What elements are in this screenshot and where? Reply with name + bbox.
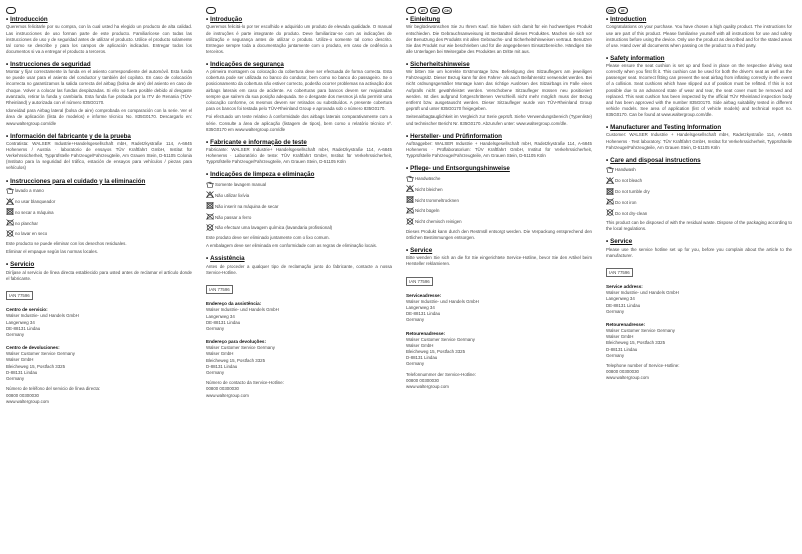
section-heading [406,165,592,172]
care-instruction-label: no lavar en seco [15,231,48,237]
care-instruction-item [206,191,392,200]
care-instruction-item [406,218,592,227]
address-line: Germany [6,376,25,382]
care-instruction-item [406,185,592,194]
bullet-icon: • [206,60,209,68]
address-line: Bleicheweg 15, Postfach 3325 [606,340,666,346]
address-title: Service address: [606,284,643,290]
care-instruction-label: lavado a mano [15,188,44,194]
section-heading-text: Assistência [210,255,245,263]
section-heading-text: Sicherheitshinweise [410,60,470,68]
section-heading [406,247,592,254]
section-heading [6,16,192,23]
address-block [606,322,792,359]
no-tumble-dry-icon [6,208,15,217]
section-heading [406,133,592,140]
address-block [6,345,192,382]
care-instruction-label: Não utilizar lixívia [215,192,250,198]
address-title: Endereço para devoluções: [206,339,266,345]
spacer [406,324,592,328]
care-instruction-label: Handwash [615,167,636,173]
care-instruction-item [606,188,792,197]
handwash-icon [406,175,415,184]
section-heading [6,133,192,140]
no-dry-clean-icon [606,209,615,218]
handwash-icon [206,181,215,190]
address-block [606,284,792,315]
paragraph: Idoneidad para Airbag lateral (bolsa de aire) comprobada en comparación con la serie. Ver el área de aplicación (lista de modelos) e informe técnico No. 835G0170. Descargarlo en: www.waltergroup.com/dle [6,108,192,126]
handwash-icon [6,187,15,196]
address-line: Germany [606,308,625,314]
section-heading-text: Fabricante e informação de teste [210,138,307,146]
spacer [6,338,192,342]
no-iron-icon [206,213,215,222]
address-line: Walser Customer Service Germany [406,336,475,342]
care-instruction-item [606,166,792,175]
country-flag-icon: DE [430,7,440,14]
section-heading [206,61,392,68]
hotline-label: Telephone number of Service-Hotline: [606,363,680,369]
no-iron-icon [606,198,615,207]
no-bleach-icon [206,191,215,200]
address-line: Germany [206,370,225,375]
address-line: Langenweg 34 [606,296,635,302]
address-line: Walser GmbH [406,342,434,348]
address-line: Walser GmbH [206,351,234,357]
paragraph: Foi efectuado um teste relativo à conformidade dos airbags laterais comparativamente com a série. Consulte a área de aplicação (listagem de tipos), bem como o relatório técnico nº. 835G0170 em www.waltergroup.com/dle [206,114,392,132]
address-line: Walser Customer Service Germany [6,351,75,357]
section-heading [606,157,792,164]
section-heading-text: Introdução [210,16,243,23]
country-flag-icon: GB [606,7,616,14]
column-en [606,6,792,382]
care-instruction-item [606,198,792,207]
hotline-label: Telefonnummer der Service-Hotline: [406,371,477,377]
address-line: DE-88131 Lindau [606,302,641,308]
address-line: DE-88131 Lindau [206,319,241,325]
section-heading-text: Pflege- und Entsorgungshinweise [410,165,510,173]
website-text: www.waltergroup.com [406,384,449,390]
spacer [606,315,792,319]
section-heading-text: Service [610,238,633,246]
section-heading [206,255,392,262]
language-flags [406,6,592,15]
column-de [406,6,592,390]
care-instruction-label: Do not iron [615,199,637,205]
bullet-icon: • [6,261,9,269]
bullet-icon: • [6,60,9,68]
website-text: www.waltergroup.com [6,398,49,404]
hotline-contact [606,363,792,382]
care-instruction-item [406,196,592,205]
section-heading [606,16,792,23]
care-instruction-item [6,198,192,207]
section-heading-text: Indicações de segurança [210,60,284,68]
address-line: D-88131 Lindau [6,369,38,375]
language-flags [6,6,192,15]
ian-number-box: IAN 77596 [6,291,33,300]
section-heading [606,55,792,62]
care-instruction-label: Nicht trommeltrocknen [415,197,459,203]
address-title: Centro de devoluciones: [6,345,60,351]
care-instruction-label: no planchar [15,220,38,226]
address-line: Walser Industrie- und Handels GmbH [406,298,479,304]
paragraph: Montar y fijar correctamente la funda en el asiento correspondiente del automóvil. Esta funda se puede usar para el asiento del conductor y también del copiloto. En caso de colocación incorrecta no garantizamos la salida correcta del airbag (bolsa de aire) del asiento en caso de choque. Volver a colocar las fundas desplazadas. Si ello no fuera posible debido al desgaste avanzado, retirar la funda y cambiarla. Esta funda fue probada por la ITV de Renania (TÜV-Rheinland) y autorizada con el número 835G0170. [6,69,192,105]
address-title: Centro de servicio: [6,307,48,313]
address-line: Walser GmbH [606,334,634,340]
bullet-icon: • [206,171,209,179]
address-title: Serviceadresse: [406,292,442,298]
section-heading-text: Safety information [610,54,665,62]
address-line: Germany [406,317,425,323]
section-heading-text: Información del fabricante y de la prueba [10,132,131,140]
country-flag-icon: CH [442,7,452,14]
hotline-contact [206,380,392,399]
paragraph: This product can be disposed of with the residual waste. Dispose of the packaging according to the local regulations. [606,219,792,231]
no-iron-icon [6,219,15,228]
no-tumble-dry-icon [606,188,615,197]
care-instruction-label: Do not bleach [615,178,643,184]
care-instruction-label: Handwäsche [415,176,441,182]
no-dry-clean-icon [206,224,215,233]
section-heading-text: Service [410,246,433,254]
paragraph: Wir beglückwünschen Sie zu Ihrem Kauf. Sie haben sich damit für ein hochwertiges Produkt entschieden. Die Gebrauchsanweisung ist Bestandteil dieses Produktes. Machen sie sich vor der Benutzung des Produkts mit allen Gebrauchs- und Sicherheitshinweisen vertraut. Benutzen Sie das Produkt nur wie beschrieben und für die angegebenen Einsatzbereiche. Händigen Sie alle Unterlagen bei Weitergabe des Produktes an Dritte mit aus. [406,24,592,54]
paragraph: Queremos felicitá-lo por ter escolhido e adquirido um produto de elevada qualidade. O manual de instruções é parte integrante do produto. Deve familiarizar-se com as indicações de utilização e segurança antes de utilizar o produto. Utilize-o somente tal como descrito. Entregue sempre toda a documentação juntamente com o produto, em caso de cedência a terceiros. [206,24,392,54]
phone-number: 00800 00300030 [206,386,239,392]
hotline-label: Número de contacto da Service-Hotline: [206,380,284,386]
care-instruction-item [206,202,392,211]
section-heading-text: Care and disposal instructions [610,156,701,164]
section-heading [406,16,592,23]
bullet-icon: • [606,156,609,164]
section-heading [606,124,792,131]
language-flags [206,6,392,15]
section-heading-text: Manufacturer and Testing Information [610,124,722,132]
care-instruction-item [206,213,392,222]
address-line: DE-88131 Lindau [6,325,41,331]
ian-number-box: IAN 77596 [206,285,233,294]
section-heading [206,139,392,146]
website-text: www.waltergroup.com [606,375,649,381]
no-bleach-icon [406,185,415,194]
paragraph: Auftraggeber: WALSER Industrie + Handelsgesellschaft mbH, Radetzkystraße 114, A-6845 Hohenems · Prüflaboratorium: TÜV Kraftfahrt GmbH, Institut für Verkehrssicherheit, Typprüfstelle Fahrzeuge/Fahrzeugteile, Am Grauen Stein, D-51105 Köln [406,141,592,159]
section-heading [406,61,592,68]
no-tumble-dry-icon [406,196,415,205]
section-heading [6,61,192,68]
address-line: DE-88131 Lindau [406,311,441,317]
care-instruction-item [6,230,192,239]
address-line: Germany [206,325,225,331]
care-instruction-label: Nicht chemisch reinigen [415,219,462,225]
website-text: www.waltergroup.com [206,392,249,398]
bullet-icon: • [606,124,609,132]
paragraph: Please ensure the seat cushion is set up and fixed in place on the respective driving seat correctly when you first fit it. This cushion can be used for both the driver's seat as well as the passenger seat. Incorrect fitting can prevent the seat airbag from inflating correctly in the event of a collision. Seat cushions which have slipped out of position must be refitted. If this is not possible due to an advanced state of wear and tear, the seat cover must be removed and replaced. This seat cushion has been inspected by the official TÜV Rheinland inspection body and has been approved with the number 835G0170. Side airbag suitability tested in different vehicle models. See area of application (list of vehicle models) and technical report no. 835G0170. Can be found at www.waltergroup.com/dle. [606,63,792,117]
section-heading [206,16,392,23]
country-flag-icon [6,7,16,14]
section-heading-text: Instrucciones de seguridad [10,60,91,68]
ian-number-box: IAN 77596 [406,277,433,286]
care-instruction-label: Somente lavagem manual [215,182,267,188]
section-heading [206,171,392,178]
paragraph: Congratulations on your purchase. You have chosen a high quality product. The instructions for use are part of this product. Please familiarise yourself with all instructions for use and safety instructions before using the device. Only use the product as described and for the stated areas of use. Hand over all documents when passing on the product to a third party. [606,24,792,48]
paragraph: Este produto deve ser eliminado juntamente com o lixo comum. [206,234,330,240]
no-dry-clean-icon [406,218,415,227]
address-line: Walser Industrie- und Handels GmbH [6,313,79,319]
hotline-contact [6,386,192,405]
address-line: Bleicheweg 15, Postfach 3325 [6,363,66,369]
no-bleach-icon [6,198,15,207]
paragraph: Antes de proceder a qualquer tipo de reclamação junto do fabricante, contacte a nossa Service-Hotline. [206,263,392,275]
address-line: D-88131 Lindau [206,363,238,369]
care-instruction-item [206,181,392,190]
column-es [6,6,192,405]
section-heading [606,238,792,245]
paragraph: Fabricante: WALSER Industrie+ Handelsgesellschaft mbH, Radetzkystraße 114, A-6845 Hohenems · Laboratório de teste: TÜV Kraftfahrt GmbH, Institut für Verkehrssicherheit, Typprüfstelle Fahrzeuge/Fahrzeugteile, Am Grauen Stein, D-51105 Köln [206,147,392,165]
phone-number: 00800 00300030 [606,369,639,375]
address-line: Walser Customer Service Germany [606,328,675,333]
care-instruction-label: no usar blanqueador [15,199,56,204]
address-line: D-88131 Lindau [606,346,638,352]
care-instruction-label: Não inserir na máquina de secar [215,203,279,209]
address-line: Walser Industrie- und Handels GmbH [206,307,279,313]
bullet-icon: • [206,16,209,23]
address-line: Langenweg 34 [206,313,235,319]
hotline-contact [406,372,592,391]
address-line: D-88131 Lindau [406,355,438,361]
country-flag-icon: AT [418,7,428,14]
care-instruction-label: no secar a máquina [15,209,54,215]
no-bleach-icon [606,177,615,186]
address-block [206,339,392,376]
bullet-icon: • [206,138,209,146]
no-tumble-dry-icon [206,202,215,211]
section-heading [6,261,192,268]
address-line: Walser Industrie- und Handels GmbH [606,290,679,296]
section-heading-text: Servicio [10,261,35,269]
address-block [406,331,592,368]
section-heading-text: Einleitung [410,16,441,23]
country-flag-icon [206,7,216,14]
bullet-icon: • [406,132,409,140]
phone-number: 00800 00300030 [6,392,39,398]
care-instruction-item [6,219,192,228]
bullet-icon: • [606,54,609,62]
paragraph: Wir bitten Sie um korrekte Erstmontage bzw. Befestigung des Sitzauflegers am jeweiligen Fahrzeugsitz. Dieser Bezug kann für den Fahrer- als auch Beifahrersitz verwendet werden. Bei nicht ordnungsgemäßer Montage kann das richtige Auslösen des Sitzairbags im Falle eines Aufpralls nicht gewährleistet werden. Verschobene Sitzaufleger müssen neu positioniert werden. Ist dies aufgrund fortgeschrittenen Verschleiß nicht mehr möglich muss der Bezug entfernt bzw. ausgetauscht werden. Dieser Sitzaufleger wurde von TÜV-Rheinland Group geprüft und unter 835G0170 freigegeben. [406,69,592,111]
bullet-icon: • [6,177,9,185]
hotline-label: Número de teléfono del servicio de línea directa: [6,386,101,392]
address-title: Endereço da assistência: [206,301,262,307]
paragraph: Diríjase al servicio de línea directa establecido para usted antes de reclamar el artículo donde el fabricante. [6,269,192,281]
address-block [206,301,392,332]
paragraph: Dieses Produkt kann durch den Restmüll entsorgt werden. Die Verpackung entsprechend den örtlichen Bestimmungen entsorgen. [406,228,592,240]
section-heading-text: Instrucciones para el cuidado y la eliminación [10,177,146,185]
paragraph: Bitte wenden Sie sich an die für Sie eingerichtete Service-Hotline, bevor Sie den Artikel beim Hersteller reklamieren. [406,255,592,267]
care-instruction-label: Não efectuar uma lavagem química (lavandaria profissional) [215,225,333,231]
column-pt [206,6,392,399]
paragraph: Customer: WALSER Industrie + Handelsgesellschaft mbH, Radetzkystraße 114, A-6845 Hohenems · Test laboratory: TÜV Kraftfahrt GmbH, Institut für Verkehrssicherheit, Typprüfstelle Fahrzeuge/Fahrzeugteile, Am Grauen Stein, D-51105 Köln [606,132,792,150]
country-flag-icon [406,7,416,14]
country-flag-icon: IE [618,7,628,14]
address-block [406,293,592,324]
care-instruction-label: Do not dry-clean [615,210,648,216]
address-title: Retourenadresse: [606,322,646,327]
bullet-icon: • [406,246,409,254]
paragraph: Seitenairbagtauglichkeit im Vergleich zur Serie geprüft. Siehe Verwendungsbereich (Typenliste) und technischer Bericht Nr. 835G0170. Abzurufen unter: www.waltergroup.com/dle. [406,114,592,126]
no-iron-icon [406,207,415,216]
paragraph: Contratista: WALSER Industrie+Handelsgesellschaft mbH, Radetzkystraße 114, A-6845 Hohenems / Austria · laboratorio de ensayos TÜV Kraftfahrt GmbH, Institut für Verkehrssicherheit, Typprüfstelle Fahrzeuge/Fahrzeugteile, Am Grauen Stein, D-51105 Colonia (Instituto para la seguridad del tráfico, estación de ensayos para vehículos / piezas para vehículos) [6,141,192,171]
care-instruction-item [406,207,592,216]
bullet-icon: • [406,165,409,173]
bullet-icon: • [206,255,209,263]
address-line: Bleicheweg 15, Postfach 3325 [206,357,266,363]
address-line: Walser GmbH [6,357,34,363]
bullet-icon: • [606,238,609,246]
section-heading-text: Hersteller- und Prüfinformation [410,132,502,140]
paragraph: Queremos felicitarle por su compra, con la cual usted ha elegido un producto de alta calidad. Las instrucciones de uso forman parte de este producto. Familiarícese con todas las instrucciones de uso y de seguridad antes de utilizar el producto. Utilice el producto solamente tal como se describe y para los campos de aplicación indicados. Entregar todos los documentos si va a entregar el producto a terceros. [6,24,192,54]
care-instruction-label: Do not tumble dry [615,189,650,195]
address-line: Germany [406,361,425,367]
care-instruction-item [606,177,792,186]
section-heading-text: Indicações de limpeza e eliminação [210,171,315,179]
address-title: Retourenadresse: [406,330,446,336]
bullet-icon: • [406,16,409,23]
care-instruction-item [606,209,792,218]
address-line: Bleicheweg 15, Postfach 3325 [406,349,466,354]
care-instruction-label: Nicht bügeln [415,208,440,214]
care-instruction-item [206,224,392,233]
paragraph: A primeira montagem ou colocação da cobertura deve ser efectuada de forma correcta. Esta cobertura pode ser utilizada no banco do condutor, bem como no banco do passageiro. Se o posicionamento da cobertura não estiver correcto, poderão ocorrer problemas na activação dos airbags laterais em caso de acidente. As coberturas para bancos devem ser reajustadas sempre que saírem da sua posição adequada. Se o desgaste dos mesmos já não permitir uma colocação conforme, os mesmos devem ser retirados ou substituídos. A presente cobertura para os bancos foi testada pelo TÜV-Rheinland Group e aprovada sob o número 835G0170. [206,69,392,111]
paragraph: Eliminar el empaque según las normas locales. [6,249,99,255]
bullet-icon: • [6,16,9,23]
paragraph: Please use the service hotline set up for you, before you complain about the article to the manufacturer. [606,246,792,258]
handwash-icon [606,166,615,175]
care-instruction-label: Não passar a ferro [215,214,252,220]
address-block [6,307,192,338]
care-instruction-label: Nicht bleichen [415,186,443,192]
address-line: Germany [606,352,625,358]
care-instruction-item [406,175,592,184]
address-line: Langenweg 34 [6,319,35,325]
bullet-icon: • [406,60,409,68]
phone-number: 00800 00300030 [406,377,439,383]
section-heading-text: Introduction [610,16,647,23]
care-instruction-item [6,208,192,217]
address-line: Walser Customer Service Germany [206,345,275,351]
spacer [206,332,392,336]
paragraph: Este producto se puede eliminar con los desechos residuales. [6,240,127,246]
ian-number-box: IAN 77596 [606,268,633,277]
address-line: Germany [6,332,25,338]
bullet-icon: • [606,16,609,23]
language-flags [606,6,792,15]
section-heading [6,178,192,185]
no-dry-clean-icon [6,230,15,239]
paragraph: A embalagem deve ser eliminada em conformidade com as regras de eliminação locais. [206,243,378,249]
address-line: Langenweg 34 [406,304,435,310]
section-heading-text: Introducción [10,16,48,23]
bullet-icon: • [6,132,9,140]
care-instruction-item [6,187,192,196]
